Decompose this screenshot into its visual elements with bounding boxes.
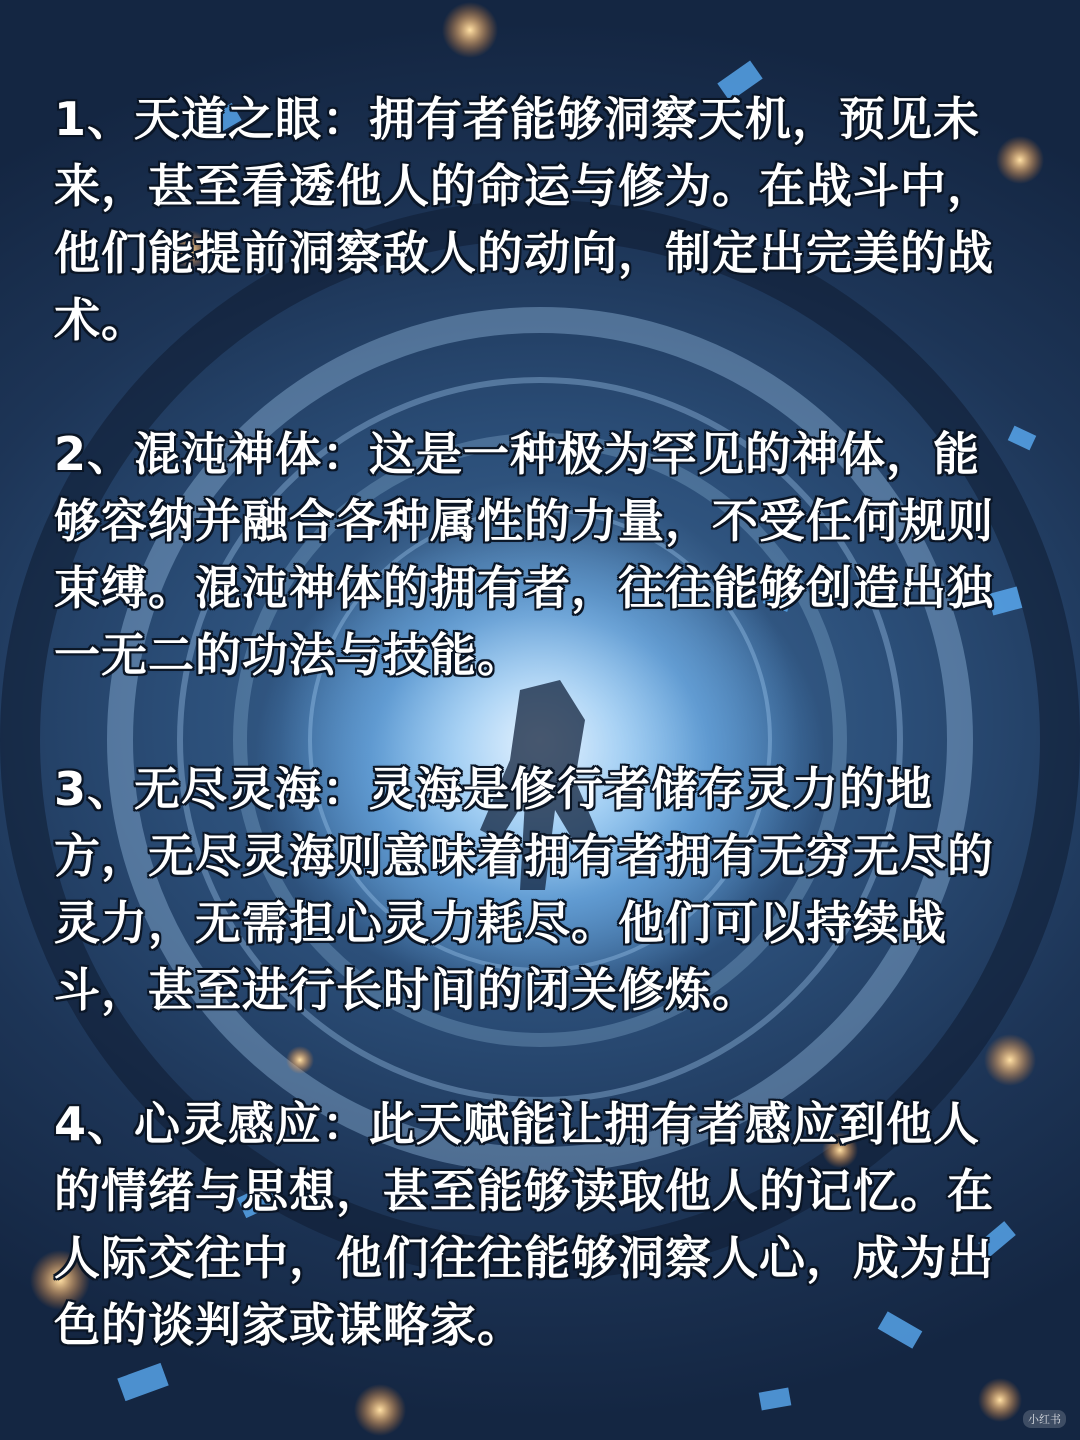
talent-paragraph-1: 1、天道之眼：拥有者能够洞察天机，预见未来，甚至看透他人的命运与修为。在战斗中，他们能提前洞察敌人的动向，制定出完美的战术。: [54, 92, 994, 347]
watermark-logo: 小红书: [1023, 1410, 1066, 1428]
talent-paragraph-2: 2、混沌神体：这是一种极为罕见的神体，能够容纳并融合各种属性的力量，不受任何规则束缚。混沌神体的拥有者，往往能够创造出独一无二的功法与技能。: [54, 427, 994, 682]
talent-paragraph-4: 4、心灵感应：此天赋能让拥有者感应到他人的情绪与思想，甚至能够读取他人的记忆。在人际交往中，他们往往能够洞察人心，成为出色的谈判家或谋略家。: [54, 1097, 994, 1352]
talent-paragraph-3: 3、无尽灵海：灵海是修行者储存灵力的地方，无尽灵海则意味着拥有者拥有无穷无尽的灵力，无需担心灵力耗尽。他们可以持续战斗，甚至进行长时间的闭关修炼。: [54, 762, 994, 1017]
